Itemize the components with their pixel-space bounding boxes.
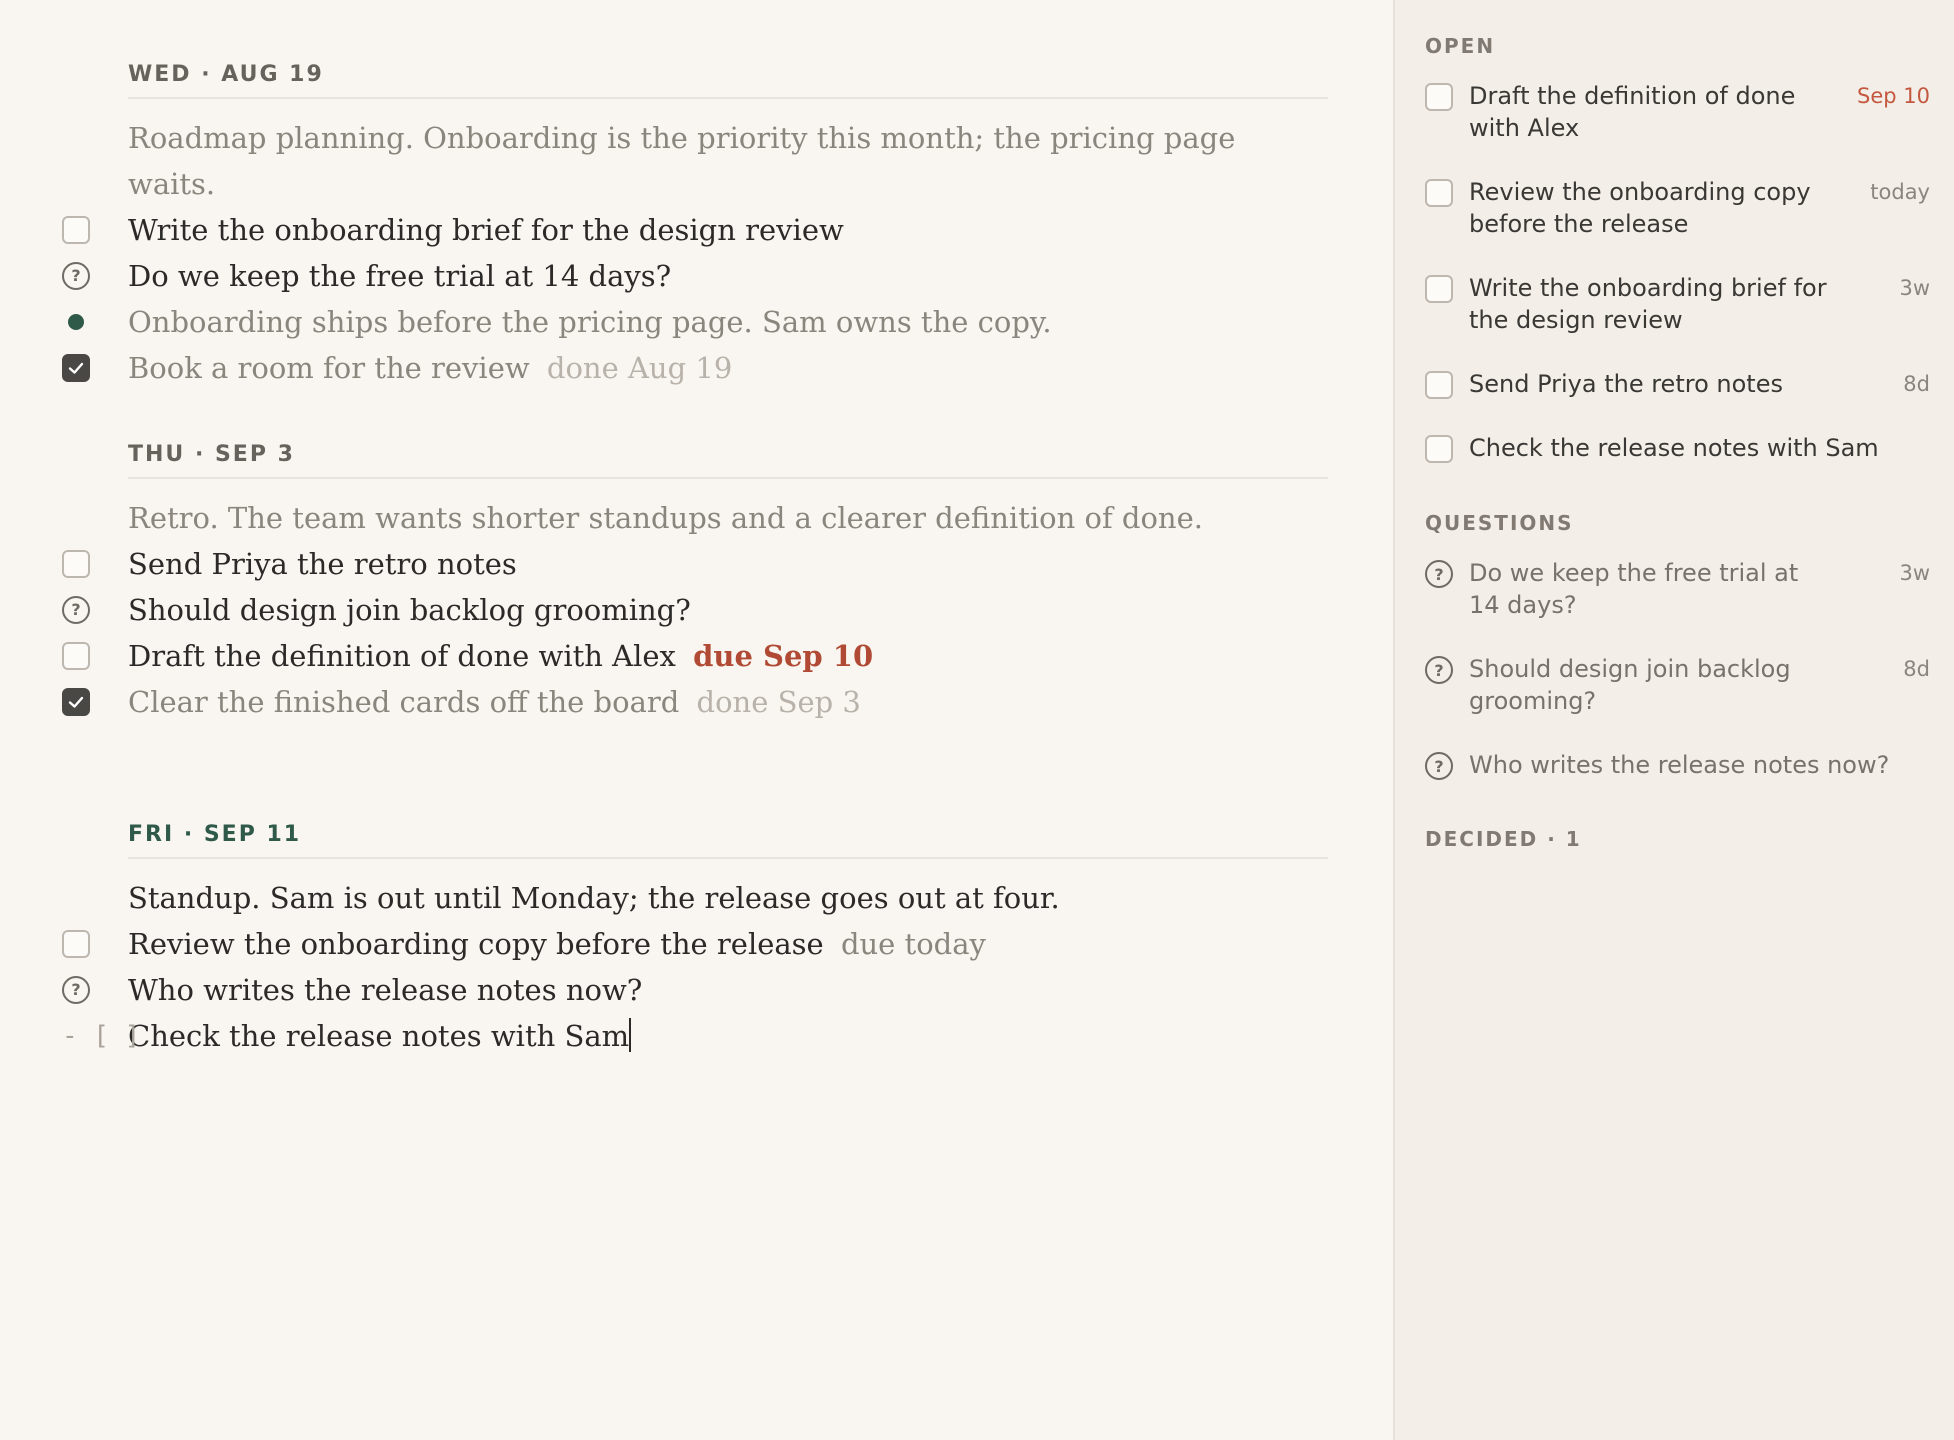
done-date: done Aug 19: [546, 351, 733, 385]
question-row[interactable]: [71, 587, 1328, 633]
open-item-due: today: [1870, 180, 1930, 204]
open-item-text[interactable]: Check the release notes with Sam: [1469, 434, 1879, 462]
checkbox-icon[interactable]: [1425, 371, 1453, 399]
question-item-text[interactable]: Who writes the release notes now?: [1469, 751, 1890, 779]
checkbox-icon[interactable]: [62, 930, 90, 958]
open-item-text[interactable]: Send Priya the retro notes: [1469, 370, 1783, 398]
question-item-age: 3w: [1899, 561, 1930, 585]
day-section-aug-19: [71, 62, 1328, 391]
todo-row[interactable]: [128, 541, 1328, 587]
question-item-text[interactable]: Do we keep the free trial at 14 days?: [1469, 559, 1799, 619]
question-circle-icon: ?: [1425, 752, 1453, 780]
todo-text[interactable]: Write the onboarding brief for the design review: [128, 213, 844, 247]
meeting-note[interactable]: Standup. Sam is out until Monday; the release goes out at four.: [128, 881, 1060, 915]
done-row[interactable]: [128, 345, 1328, 391]
checkbox-icon[interactable]: [1425, 435, 1453, 463]
day-section-sep-11: [62, 822, 1328, 1059]
meeting-note[interactable]: Retro. The team wants shorter standups and a clearer definition of done.: [128, 501, 1203, 535]
questions-section-title: QUESTIONS: [1425, 511, 1574, 535]
checkbox-icon[interactable]: [1425, 83, 1453, 111]
question-text[interactable]: Do we keep the free trial at 14 days?: [128, 259, 672, 293]
open-item-text[interactable]: Review the onboarding copy before the release: [1469, 178, 1811, 238]
done-date: done Sep 3: [696, 685, 861, 719]
question-row[interactable]: [71, 253, 1328, 299]
checkbox-icon[interactable]: [62, 642, 90, 670]
decided-section-title[interactable]: DECIDED · 1: [1425, 827, 1582, 851]
editing-row[interactable]: [62, 1013, 1328, 1059]
question-circle-icon: ?: [1425, 560, 1453, 588]
question-circle-icon: ?: [62, 262, 90, 290]
open-section-title: OPEN: [1425, 34, 1496, 58]
done-row[interactable]: [128, 679, 1328, 725]
meeting-note[interactable]: Roadmap planning. Onboarding is the priority this month; the pricing page waits.: [128, 121, 1236, 201]
todo-row[interactable]: [128, 633, 1328, 679]
markdown-checkbox-marker: - [ ]: [62, 1021, 141, 1051]
todo-text[interactable]: Review the onboarding copy before the release: [128, 927, 824, 961]
decision-dot-icon: [62, 308, 90, 336]
todo-text[interactable]: Draft the definition of done with Alex: [128, 639, 676, 673]
day-section-sep-3: [71, 442, 1328, 725]
open-item-text[interactable]: Write the onboarding brief for the design review: [1469, 274, 1827, 334]
day-header-current: FRI · SEP 11: [128, 822, 1328, 859]
due-date: due today: [840, 927, 986, 961]
checkbox-icon[interactable]: [1425, 275, 1453, 303]
day-header: THU · SEP 3: [128, 442, 1328, 479]
question-circle-icon: ?: [62, 596, 90, 624]
question-circle-icon: ?: [1425, 656, 1453, 684]
checkbox-icon[interactable]: [1425, 179, 1453, 207]
open-item-text[interactable]: Draft the definition of done with Alex: [1469, 82, 1796, 142]
open-item-due: Sep 10: [1857, 84, 1930, 108]
open-item-age: 8d: [1903, 372, 1930, 396]
question-text[interactable]: Should design join backlog grooming?: [128, 593, 691, 627]
question-row[interactable]: [71, 967, 1328, 1013]
done-text[interactable]: Clear the finished cards off the board: [128, 685, 680, 719]
decision-text[interactable]: Onboarding ships before the pricing page. Sam owns the copy.: [128, 305, 1052, 339]
day-header: WED · AUG 19: [128, 62, 1328, 99]
question-item-text[interactable]: Should design join backlog grooming?: [1469, 655, 1791, 715]
editing-text[interactable]: Check the release notes with Sam: [128, 1019, 630, 1053]
question-item-age: 8d: [1903, 657, 1930, 681]
question-text[interactable]: Who writes the release notes now?: [128, 973, 643, 1007]
todo-row[interactable]: [128, 921, 1328, 967]
checked-box-icon[interactable]: [62, 354, 90, 382]
checkbox-icon[interactable]: [62, 550, 90, 578]
done-text[interactable]: Book a room for the review: [128, 351, 530, 385]
decision-row[interactable]: [128, 299, 1328, 345]
open-item-age: 3w: [1899, 276, 1930, 300]
due-date: due Sep 10: [693, 639, 874, 673]
checkbox-icon[interactable]: [62, 216, 90, 244]
todo-row[interactable]: [128, 207, 1328, 253]
todo-text[interactable]: Send Priya the retro notes: [128, 547, 517, 581]
text-cursor: [629, 1018, 631, 1052]
checked-box-icon[interactable]: [62, 688, 90, 716]
question-circle-icon: ?: [62, 976, 90, 1004]
